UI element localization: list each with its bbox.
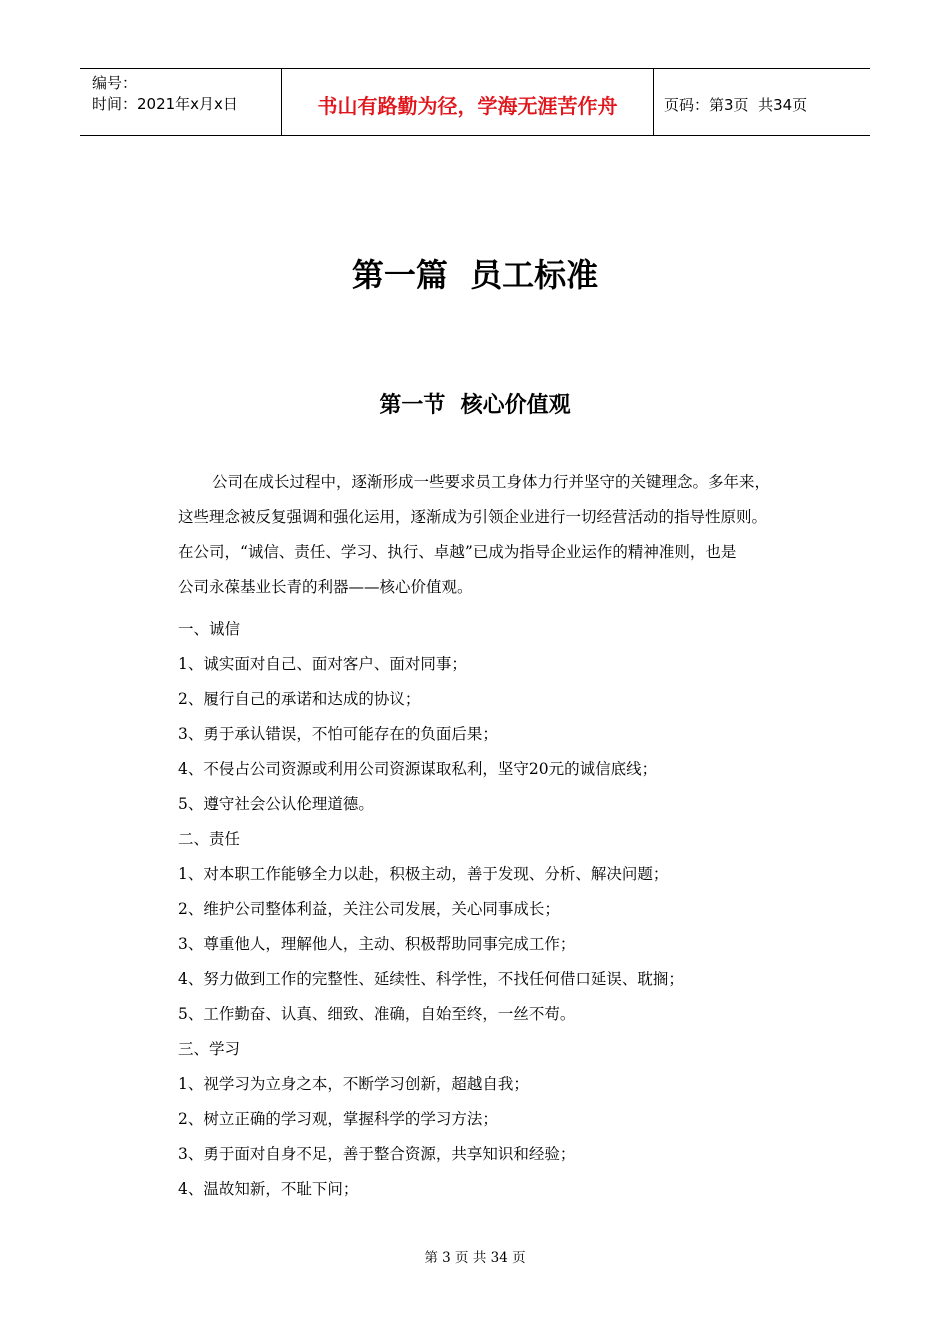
list-heading-responsibility: 二、责任 [178,830,241,848]
intro-line: 公司在成长过程中，逐渐形成一些要求员工身体力行并坚守的关键理念。多年来， [212,473,771,491]
list-item: 1、诚实面对自己、面对客户、面对同事； [178,655,467,673]
list-item: 1、视学习为立身之本，不断学习创新，超越自我； [178,1075,529,1093]
document-number-label: 编号： [92,74,138,92]
list-heading-learning: 三、学习 [178,1040,241,1058]
list-item: 2、树立正确的学习观，掌握科学的学习方法； [178,1110,498,1128]
list-item: 3、勇于面对自身不足，善于整合资源，共享知识和经验； [178,1145,576,1163]
list-item: 4、不侵占公司资源或利用公司资源谋取私利，坚守20元的诚信底线； [178,760,658,778]
list-item: 3、尊重他人，理解他人，主动、积极帮助同事完成工作； [178,935,576,953]
header-motto: 书山有路勤为径，学海无涯苦作舟 [281,69,654,135]
list-heading-integrity: 一、诚信 [178,620,241,638]
section-title: 第一节 核心价值观 [379,393,571,418]
list-item: 2、维护公司整体利益，关注公司发展，关心同事成长； [178,900,560,918]
intro-line: 这些理念被反复强调和强化运用，逐渐成为引领企业进行一切经营活动的指导性原则。 [178,508,768,526]
list-item: 2、履行自己的承诺和达成的协议； [178,690,421,708]
page-footer: 第 3 页 共 34 页 [424,1250,526,1266]
document-time-label: 时间：2021年x月x日 [92,95,238,113]
intro-line: 公司永葆基业长青的利器——核心价值观。 [178,578,473,596]
values-list [178,616,828,1211]
header-meta [80,69,281,135]
chapter-title: 第一篇 员工标准 [351,256,599,294]
list-item: 4、温故知新，不耻下问； [178,1180,359,1198]
header-page-info: 页码：第3页 共34页 [664,95,808,114]
page-header [80,68,870,136]
list-item: 5、遵守社会公认伦理道德。 [178,795,374,813]
list-item: 5、工作勤奋、认真、细致、准确，自始至终，一丝不苟。 [178,1005,576,1023]
list-item: 4、努力做到工作的完整性、延续性、科学性，不找任何借口延误、耽搁； [178,970,684,988]
list-item: 3、勇于承认错误，不怕可能存在的负面后果； [178,725,498,743]
intro-line: 在公司，“诚信、责任、学习、执行、卓越”已成为指导企业运作的精神准则，也是 [178,543,737,561]
list-item: 1、对本职工作能够全力以赴，积极主动，善于发现、分析、解决问题； [178,865,669,883]
intro-paragraph [178,468,828,608]
